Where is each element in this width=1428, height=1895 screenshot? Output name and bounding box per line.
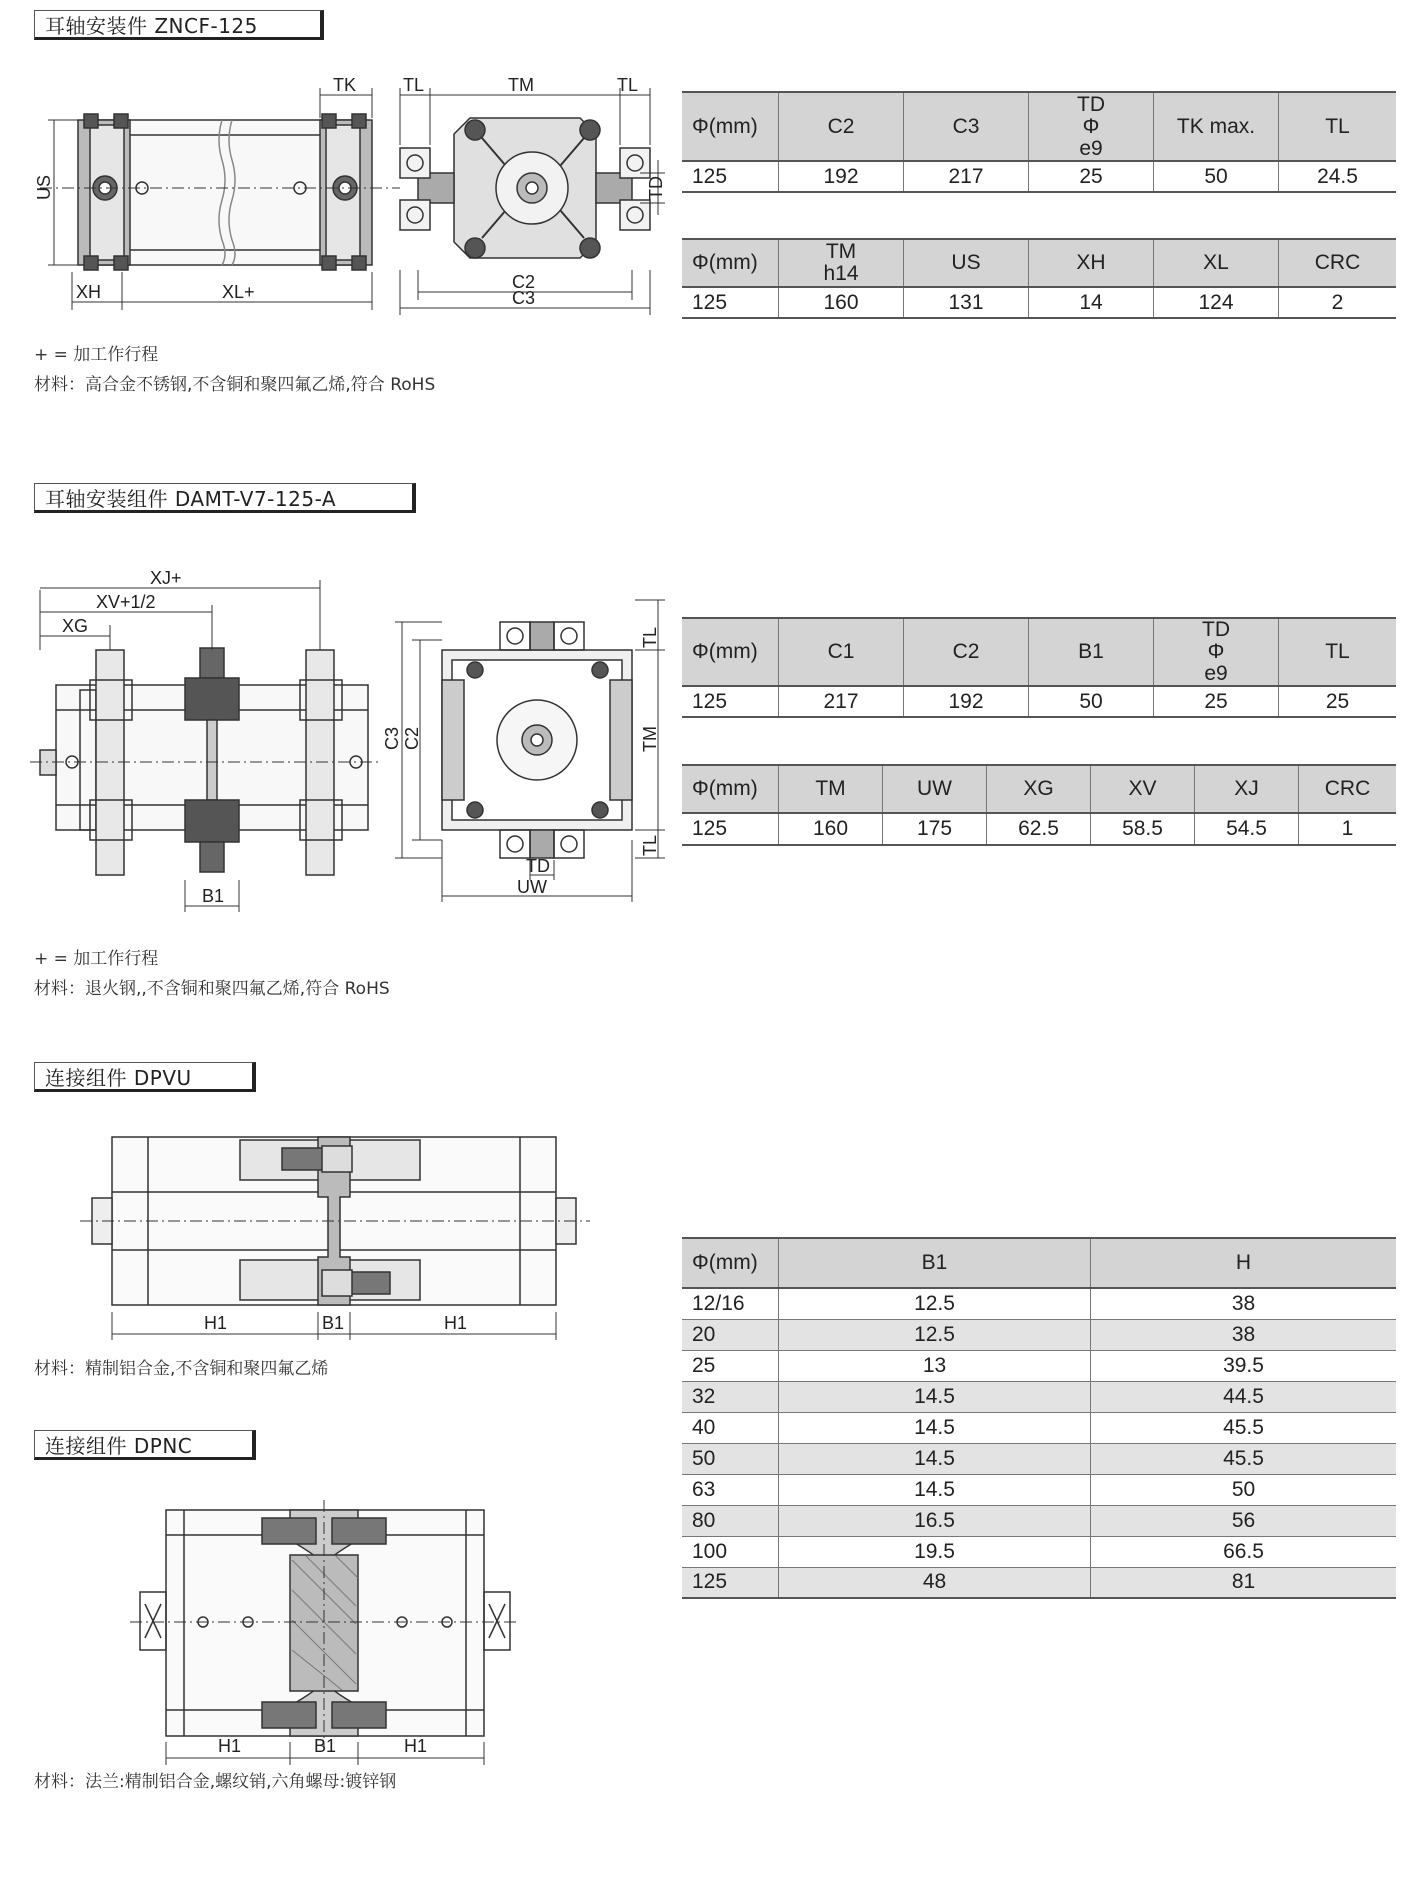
table-cell: 44.5 bbox=[1091, 1381, 1397, 1412]
dim-c2: C2 bbox=[512, 272, 536, 292]
col-header: TK max. bbox=[1154, 92, 1279, 161]
table-cell: 50 bbox=[1091, 1474, 1397, 1505]
table-cell: 66.5 bbox=[1091, 1536, 1397, 1567]
table-cell: 80 bbox=[682, 1505, 779, 1536]
col-header: C3 bbox=[904, 92, 1029, 161]
table-cell: 14.5 bbox=[779, 1474, 1091, 1505]
table-cell: 131 bbox=[904, 287, 1029, 318]
col-header: B1 bbox=[1029, 618, 1154, 686]
table-cell: 100 bbox=[682, 1536, 779, 1567]
section-title-damt: 耳轴安装组件 DAMT-V7-125-A bbox=[34, 483, 416, 513]
table-cell: 50 bbox=[1154, 161, 1279, 192]
table-cell: 48 bbox=[779, 1567, 1091, 1598]
table-cell: 160 bbox=[779, 813, 883, 845]
table-cell: 125 bbox=[682, 1567, 779, 1598]
col-header: H bbox=[1091, 1238, 1397, 1288]
dim-b1: B1 bbox=[322, 1313, 345, 1333]
dim-xg: XG bbox=[62, 616, 89, 636]
dim-xj: XJ+ bbox=[150, 568, 182, 588]
table-cell: 38 bbox=[1091, 1319, 1397, 1350]
col-header: XV bbox=[1091, 765, 1195, 813]
dim-h1-left: H1 bbox=[204, 1313, 228, 1333]
table-cell: 12.5 bbox=[779, 1319, 1091, 1350]
table-cell: 217 bbox=[904, 161, 1029, 192]
note-stroke: + = 加工作行程 bbox=[34, 949, 159, 969]
col-header: TL bbox=[1279, 92, 1397, 161]
table-cell: 160 bbox=[779, 287, 904, 318]
col-header: XG bbox=[987, 765, 1091, 813]
table-row bbox=[682, 1381, 1396, 1412]
table-cell: 14.5 bbox=[779, 1412, 1091, 1443]
col-header: Φ(mm) bbox=[682, 92, 779, 161]
dim-xl: XL+ bbox=[222, 282, 255, 302]
dim-xh: XH bbox=[76, 282, 102, 302]
table-cell: 19.5 bbox=[779, 1536, 1091, 1567]
table-cell: 38 bbox=[1091, 1288, 1397, 1319]
table-cell: 58.5 bbox=[1091, 813, 1195, 845]
col-header: CRC bbox=[1299, 765, 1397, 813]
zncf-table-1 bbox=[682, 91, 1396, 193]
table-cell: 12/16 bbox=[682, 1288, 779, 1319]
table-cell: 24.5 bbox=[1279, 161, 1397, 192]
dim-b1: B1 bbox=[314, 1736, 337, 1756]
table-cell: 50 bbox=[682, 1443, 779, 1474]
section-title-dpnc: 连接组件 DPNC bbox=[34, 1430, 256, 1460]
dim-tm: TM bbox=[508, 75, 534, 95]
table-cell: 192 bbox=[904, 686, 1029, 717]
table-cell: 25 bbox=[1154, 686, 1279, 717]
col-header: Φ(mm) bbox=[682, 239, 779, 287]
table-cell: 45.5 bbox=[1091, 1412, 1397, 1443]
note-material: 材料：退火钢,,不含铜和聚四氟乙烯,符合 RoHS bbox=[34, 979, 390, 999]
col-header: Φ(mm) bbox=[682, 618, 779, 686]
table-cell: 54.5 bbox=[1195, 813, 1299, 845]
dim-tl-right: TL bbox=[617, 75, 639, 95]
table-cell: 81 bbox=[1091, 1567, 1397, 1598]
table-cell: 192 bbox=[779, 161, 904, 192]
table-cell: 50 bbox=[1029, 686, 1154, 717]
dim-h1-left: H1 bbox=[218, 1736, 242, 1756]
col-header: C2 bbox=[904, 618, 1029, 686]
col-header: C1 bbox=[779, 618, 904, 686]
dim-c3: C3 bbox=[382, 726, 402, 750]
col-header: TD Φ e9 bbox=[1154, 618, 1279, 686]
table-cell: 175 bbox=[883, 813, 987, 845]
table-row bbox=[682, 1536, 1396, 1567]
table-cell: 217 bbox=[779, 686, 904, 717]
zncf-table-2 bbox=[682, 238, 1396, 319]
col-header: TD Φ e9 bbox=[1029, 92, 1154, 161]
table-cell: 2 bbox=[1279, 287, 1397, 318]
dim-h1-right: H1 bbox=[444, 1313, 468, 1333]
table-cell: 125 bbox=[682, 813, 779, 845]
table-cell: 25 bbox=[682, 1350, 779, 1381]
col-header: XH bbox=[1029, 239, 1154, 287]
col-header: TM h14 bbox=[779, 239, 904, 287]
dim-td: TD bbox=[646, 176, 666, 200]
note-material: 材料：高合金不锈钢,不含铜和聚四氟乙烯,符合 RoHS bbox=[34, 375, 436, 395]
col-header: US bbox=[904, 239, 1029, 287]
dim-b1: B1 bbox=[202, 886, 225, 906]
table-cell: 14.5 bbox=[779, 1443, 1091, 1474]
table-cell: 20 bbox=[682, 1319, 779, 1350]
col-header: UW bbox=[883, 765, 987, 813]
table-cell: 32 bbox=[682, 1381, 779, 1412]
table-cell: 25 bbox=[1279, 686, 1397, 717]
table-cell: 125 bbox=[682, 287, 779, 318]
table-cell: 12.5 bbox=[779, 1288, 1091, 1319]
table-cell: 13 bbox=[779, 1350, 1091, 1381]
table-cell: 39.5 bbox=[1091, 1350, 1397, 1381]
table-cell: 63 bbox=[682, 1474, 779, 1505]
table-row bbox=[682, 1567, 1396, 1598]
dim-tl-top: TL bbox=[640, 626, 660, 648]
dim-h1-right: H1 bbox=[404, 1736, 428, 1756]
col-header: TM bbox=[779, 765, 883, 813]
section-title-dpvu: 连接组件 DPVU bbox=[34, 1062, 256, 1092]
dim-uw: UW bbox=[517, 877, 547, 897]
table-cell: 25 bbox=[1029, 161, 1154, 192]
col-header: Φ(mm) bbox=[682, 765, 779, 813]
table-row bbox=[682, 1443, 1396, 1474]
col-header: C2 bbox=[779, 92, 904, 161]
table-cell: 1 bbox=[1299, 813, 1397, 845]
note-material: 材料：法兰:精制铝合金,螺纹销,六角螺母:镀锌钢 bbox=[34, 1772, 397, 1792]
damt-table-2 bbox=[682, 764, 1396, 846]
dim-td: TD bbox=[526, 856, 550, 876]
table-row bbox=[682, 1474, 1396, 1505]
col-header: TL bbox=[1279, 618, 1397, 686]
note-stroke: + = 加工作行程 bbox=[34, 345, 159, 365]
col-header: XJ bbox=[1195, 765, 1299, 813]
section-title-zncf: 耳轴安装件 ZNCF-125 bbox=[34, 10, 324, 40]
note-material: 材料：精制铝合金,不含铜和聚四氟乙烯 bbox=[34, 1359, 329, 1379]
dim-c2: C2 bbox=[402, 726, 422, 750]
table-cell: 14.5 bbox=[779, 1381, 1091, 1412]
table-cell: 125 bbox=[682, 161, 779, 192]
table-cell: 40 bbox=[682, 1412, 779, 1443]
table-cell: 125 bbox=[682, 686, 779, 717]
dim-tl-bottom: TL bbox=[640, 834, 660, 856]
table-cell: 14 bbox=[1029, 287, 1154, 318]
col-header: B1 bbox=[779, 1238, 1091, 1288]
table-cell: 62.5 bbox=[987, 813, 1091, 845]
table-cell: 45.5 bbox=[1091, 1443, 1397, 1474]
dpvu-dpnc-table bbox=[682, 1237, 1396, 1599]
dim-tk: TK bbox=[333, 75, 357, 95]
dim-us: US bbox=[34, 174, 54, 200]
dim-tl-left: TL bbox=[403, 75, 425, 95]
dim-tm: TM bbox=[640, 726, 660, 752]
dim-c3: C3 bbox=[512, 288, 536, 308]
table-cell: 124 bbox=[1154, 287, 1279, 318]
table-row bbox=[682, 1412, 1396, 1443]
damt-table-1 bbox=[682, 617, 1396, 718]
table-row bbox=[682, 1319, 1396, 1350]
table-row bbox=[682, 1350, 1396, 1381]
dim-xv: XV+1/2 bbox=[96, 592, 156, 612]
table-cell: 16.5 bbox=[779, 1505, 1091, 1536]
table-row bbox=[682, 1288, 1396, 1319]
table-cell: 56 bbox=[1091, 1505, 1397, 1536]
col-header: Φ(mm) bbox=[682, 1238, 779, 1288]
col-header: XL bbox=[1154, 239, 1279, 287]
table-row bbox=[682, 1505, 1396, 1536]
col-header: CRC bbox=[1279, 239, 1397, 287]
